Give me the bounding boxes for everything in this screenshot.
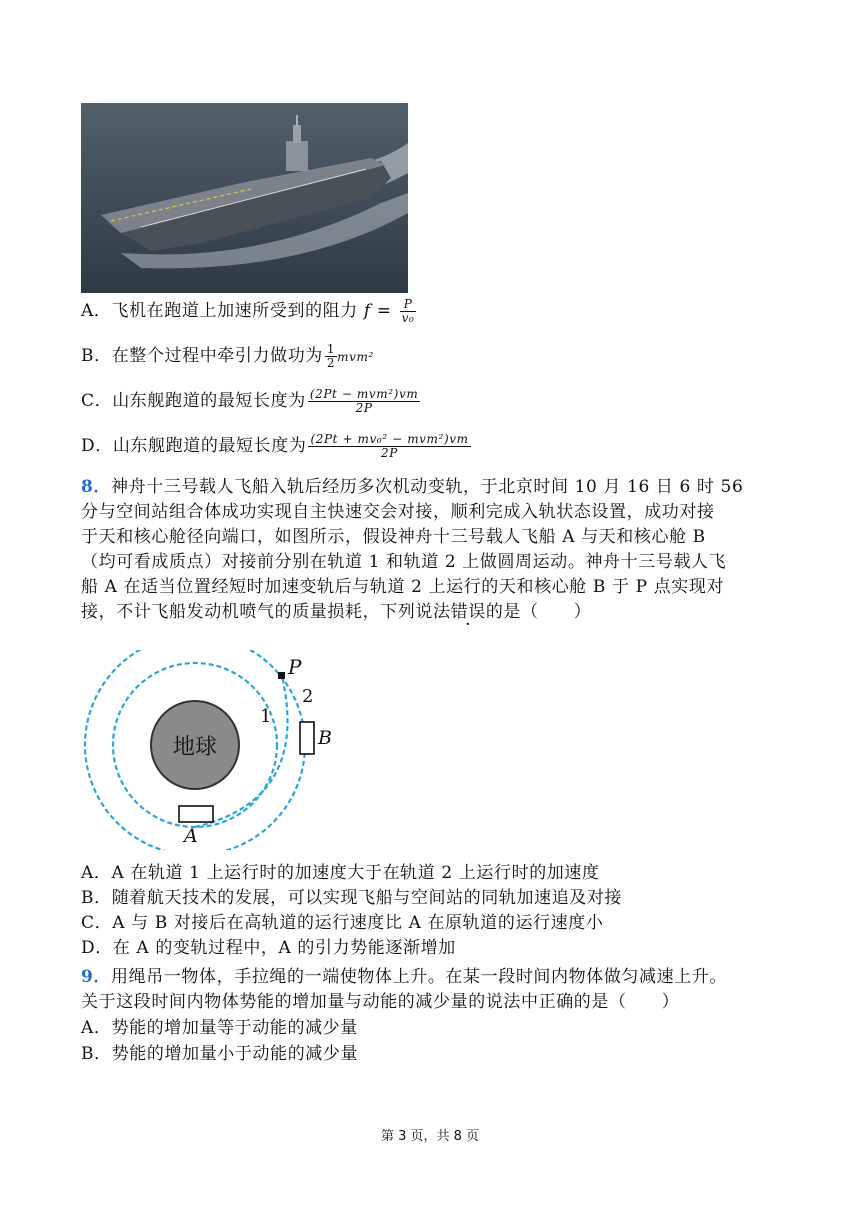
q8-text: 接，不计飞船发动机喷气的质量损耗，下列说法 [81,602,451,622]
q7-option-b-fraction [325,343,337,370]
q8-option-c: C．A 与 B 对接后在高轨道的运行速度比 A 在原轨道的运行速度小 [81,913,604,933]
q7-option-c-fraction [308,388,420,415]
label-p: P [288,655,302,679]
q7-option-d-fraction [308,433,470,460]
q7-option-c [81,388,420,415]
orbit-diagram [80,650,360,854]
fraction-denominator: 2P [381,446,398,460]
page-footer: 第 3 页，共 8 页 [380,1129,480,1144]
q8-option-a: A．A 在轨道 1 上运行时的加速度大于在轨道 2 上运行时的加速度 [81,863,600,883]
q7-option-a-text: A．飞机在跑道上加速所受到的阻力 [81,301,358,321]
q9-option-b: B．势能的增加量小于动能的减少量 [81,1044,359,1064]
emphasis-text: 错误 [450,602,486,622]
label-orbit-2: 2 [302,686,314,707]
q9-text: 用绳吊一物体，手拉绳的一端使物体上升。在某一段时间内物体做匀减速上升。 [111,967,728,987]
q8-stem-line-6 [81,601,591,623]
q7-option-a [81,298,416,325]
q7-option-b-tail: mvm² [337,350,374,364]
fraction-numerator: (2Pt − mvm²)vm [309,387,419,401]
fraction-numerator: (2Pt + mv₀² − mvm²)vm [310,432,469,446]
fraction-numerator: 1 [326,342,336,356]
q9-stem-line-2: 关于这段时间内物体势能的增加量与动能的减少量的说法中正确的是（ ） [81,992,680,1012]
q7-option-d-text: D．山东舰跑道的最短长度为 [81,436,307,456]
label-a: A [184,825,198,847]
question-number: 9． [81,967,112,987]
fraction-denominator: 2 [326,356,336,370]
fraction-denominator: 2P [355,401,373,415]
spacecraft-a [179,806,213,822]
q8-stem-line-1 [81,476,743,498]
q8-option-d: D．在 A 的变轨过程中，A 的引力势能逐渐增加 [81,938,456,958]
q8-option-b: B．随着航天技术的发展，可以实现飞船与空间站的同轨加速追及对接 [81,888,623,908]
fraction-numerator: P [400,298,417,312]
q9-stem-line-1 [81,966,727,988]
q8-stem-line-2: 分与空间站组合体成功实现自主快速交会对接，顺利完成入轨状态设置，成功对接 [81,502,715,522]
q8-stem-line-3: 于天和核心舱径向端口，如图所示，假设神舟十三号载人飞船 A 与天和核心舱 B [81,527,706,547]
aircraft-carrier-photo [81,103,408,293]
fraction-denominator: v₀ [401,311,415,325]
q7-option-d [81,433,471,460]
q7-option-a-lhs: f = [363,301,392,321]
q8-stem-line-5: 船 A 在适当位置经短时加速变轨后与轨道 2 上运行的天和核心舱 B 于 P 点实现对 [81,577,725,597]
q8-text: 的是（ ） [485,602,592,622]
q7-option-b [81,343,374,370]
q8-stem-line-4: （均可看成质点）对接前分别在轨道 1 和轨道 2 上做圆周运动。神舟十三号载人飞 [81,552,727,572]
point-p [278,672,285,679]
q8-text: 神舟十三号载人飞船入轨后经历多次机动变轨，于北京时间 10 月 16 日 6 时 56 [111,477,744,497]
q7-option-c-text: C．山东舰跑道的最短长度为 [81,391,306,411]
question-number: 8． [81,477,112,497]
label-b: B [318,727,332,749]
label-orbit-1: 1 [260,706,272,727]
module-b [300,722,314,754]
q7-option-a-fraction [400,298,417,325]
q9-option-a: A．势能的增加量等于动能的减少量 [81,1018,358,1038]
earth-label: 地球 [172,735,218,760]
q7-option-b-text: B．在整个过程中牵引力做功为 [81,346,323,366]
